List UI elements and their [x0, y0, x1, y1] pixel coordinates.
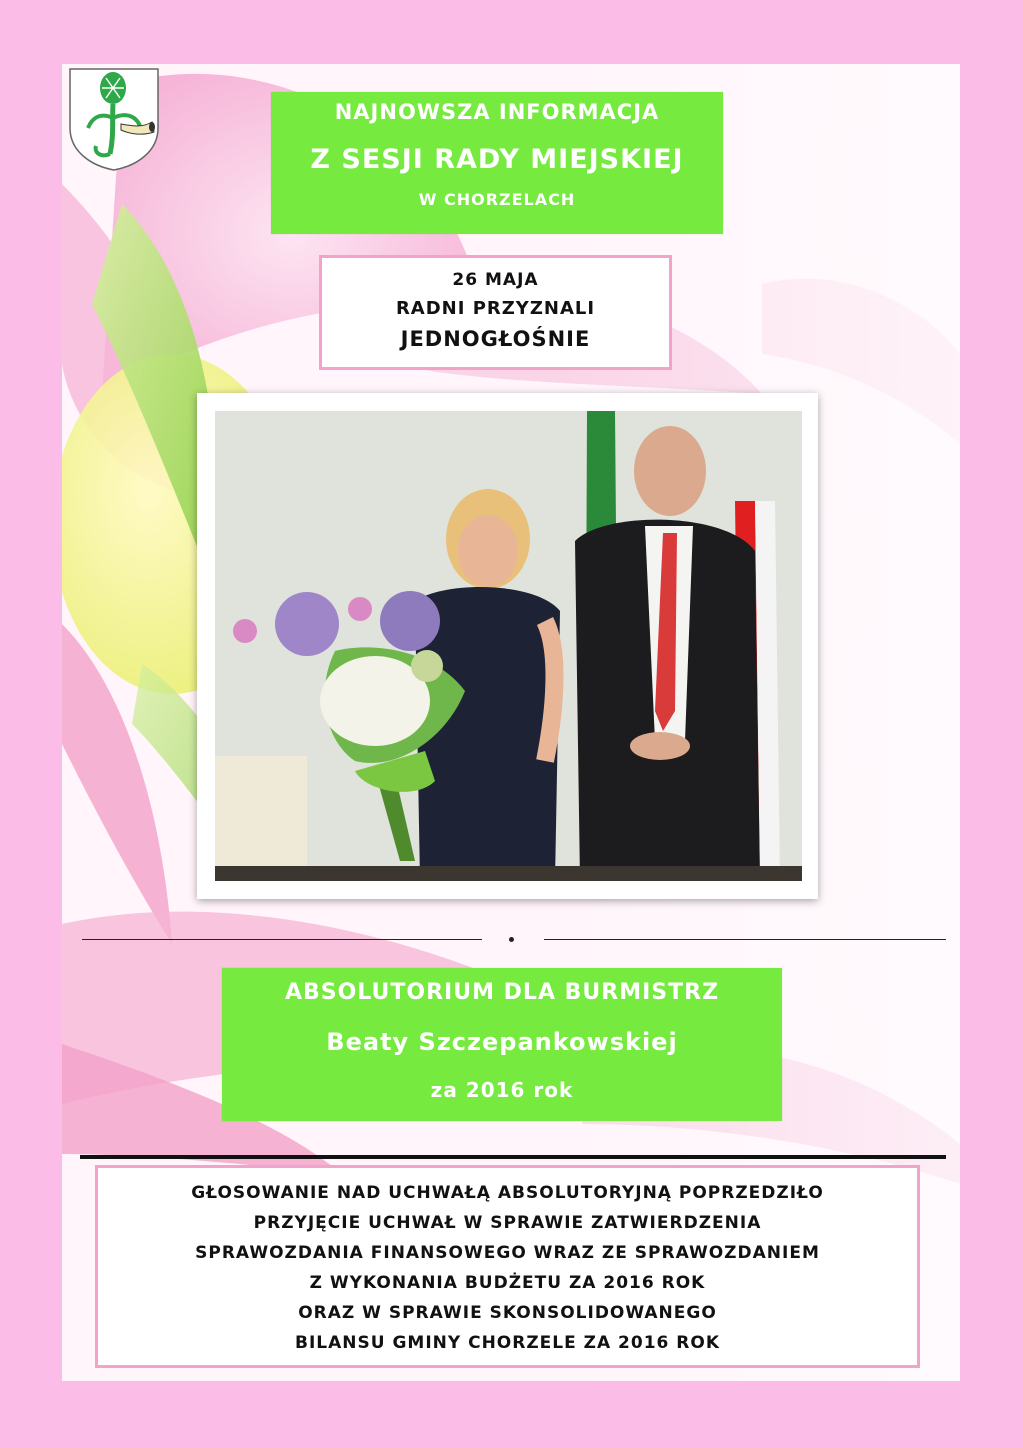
coat-of-arms-logo	[66, 66, 162, 172]
summary-line-4: Z WYKONANIA BUDŻETU ZA 2016 ROK	[309, 1273, 706, 1293]
thick-divider	[80, 1155, 946, 1159]
poster-page	[62, 64, 960, 1381]
summary-line-3: SPRAWOZDANIA FINANSOWEGO WRAZ ZE SPRAWOZDANIEM	[195, 1243, 820, 1263]
divider-right	[544, 939, 946, 940]
summary-line-2: PRZYJĘCIE UCHWAŁ W SPRAWIE ZATWIERDZENIA	[253, 1213, 762, 1233]
divider-dot	[509, 937, 514, 942]
absolutorium-line-1: ABSOLUTORIUM DLA BURMISTRZ	[284, 980, 720, 1005]
divider-left	[82, 939, 482, 940]
photo-frame	[197, 393, 818, 899]
date-line-3: JEDNOGŁOŚNIE	[400, 327, 591, 351]
absolutorium-box	[222, 968, 782, 1121]
absolutorium-line-2: Beaty Szczepankowskiej	[326, 1028, 678, 1056]
date-box	[319, 255, 672, 370]
header-line-1: NAJNOWSZA INFORMACJA	[334, 100, 660, 124]
header-box	[271, 92, 723, 234]
ceremony-photo	[215, 411, 802, 881]
date-line-2: RADNI PRZYZNALI	[395, 298, 596, 319]
header-line-2: Z SESJI RADY MIEJSKIEJ	[310, 144, 684, 175]
summary-box	[95, 1165, 920, 1368]
date-line-1: 26 MAJA	[452, 270, 539, 290]
summary-line-1: GŁOSOWANIE NAD UCHWAŁĄ ABSOLUTORYJNĄ POPRZEDZIŁO	[191, 1183, 824, 1203]
header-line-3: W CHORZELACH	[418, 190, 576, 209]
summary-line-5: ORAZ W SPRAWIE SKONSOLIDOWANEGO	[298, 1303, 717, 1323]
summary-line-6: BILANSU GMINY CHORZELE ZA 2016 ROK	[294, 1333, 721, 1353]
absolutorium-line-3: za 2016 rok	[430, 1078, 574, 1102]
